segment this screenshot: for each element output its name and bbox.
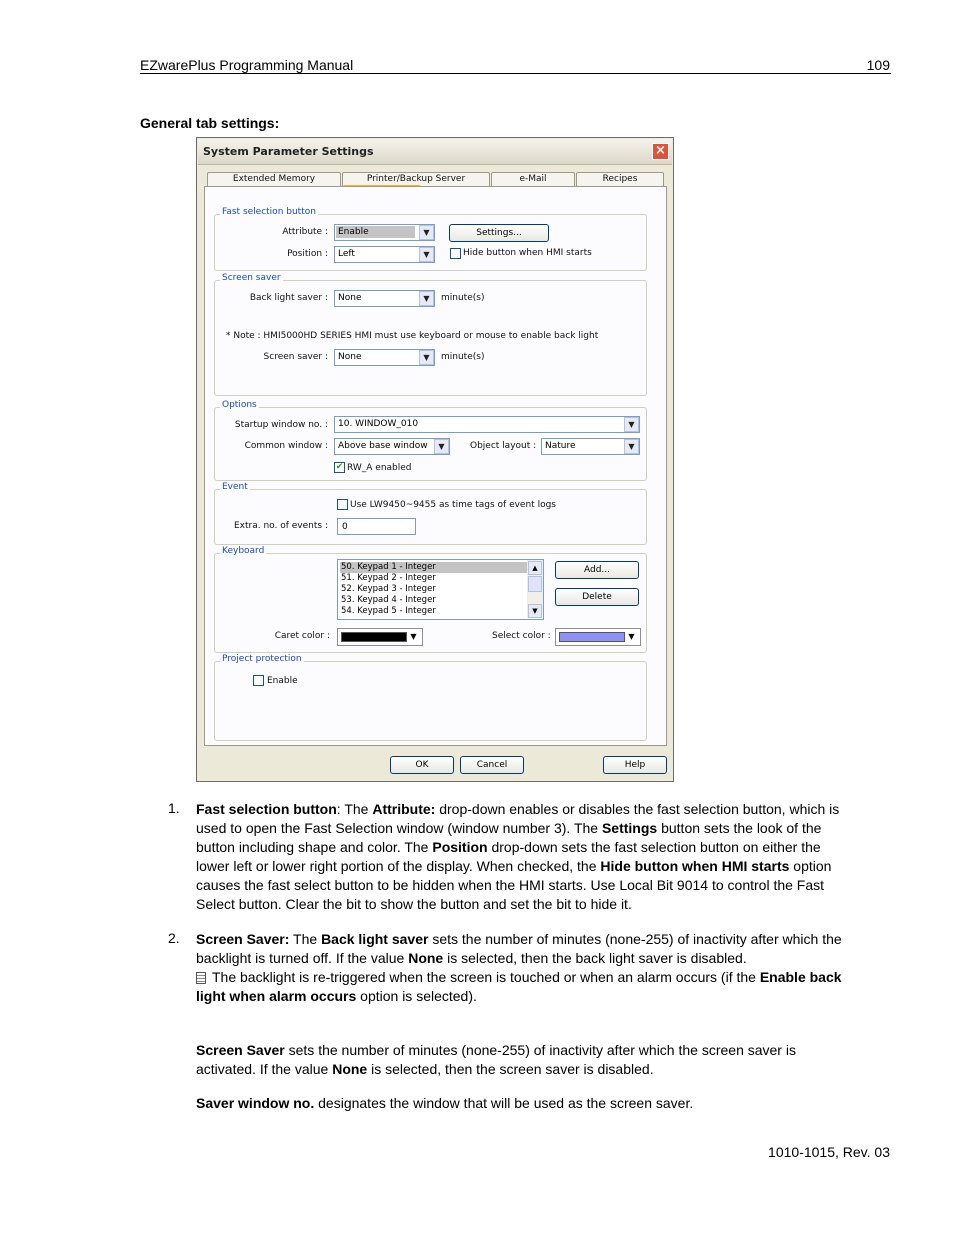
project-protection-label: Enable	[267, 676, 298, 686]
object-layout-dropdown[interactable]	[541, 438, 640, 455]
dialog-titlebar	[198, 139, 672, 165]
backlight-saver-label: Back light saver :	[249, 293, 328, 303]
chevron-down-icon: ▼	[419, 291, 434, 306]
rwa-label: RW_A enabled	[347, 463, 412, 473]
common-window-label: Common window :	[244, 441, 328, 451]
select-color-label: Select color :	[492, 631, 551, 641]
project-protection-checkbox[interactable]	[253, 675, 264, 686]
settings-button[interactable]: Settings...	[449, 224, 549, 242]
footer-doc-number: 1010-1015, Rev. 03	[768, 1144, 890, 1160]
help-button[interactable]: Help	[603, 756, 667, 774]
chevron-down-icon: ▼	[419, 247, 434, 262]
select-color-picker[interactable]	[555, 628, 641, 646]
select-color-swatch	[559, 632, 625, 642]
position-label: Position :	[287, 249, 328, 259]
chevron-down-icon: ▼	[628, 632, 635, 641]
startup-window-dropdown[interactable]	[334, 416, 640, 433]
dialog-title: System Parameter Settings	[203, 145, 374, 158]
item-number: 1.	[168, 800, 180, 816]
event-group	[214, 482, 647, 545]
note-icon	[196, 972, 206, 984]
screen-saver-dropdown[interactable]	[334, 349, 435, 366]
attribute-dropdown[interactable]	[334, 224, 435, 241]
chevron-down-icon: ▼	[624, 439, 639, 454]
startup-window-label: Startup window no. :	[234, 420, 328, 430]
list-item[interactable]: 53. Keypad 4 - Integer	[341, 595, 436, 605]
backlight-note: * Note : HMI5000HD SERIES HMI must use keyboard or mouse to enable back light	[226, 331, 599, 341]
list-item[interactable]: 51. Keypad 2 - Integer	[341, 573, 436, 583]
list-item[interactable]: 52. Keypad 3 - Integer	[341, 584, 436, 594]
list-item[interactable]: 54. Keypad 5 - Integer	[341, 606, 436, 616]
tab-recipes[interactable]: Recipes	[576, 172, 664, 186]
screen-saver-label: Screen saver :	[263, 352, 328, 362]
scroll-down-icon[interactable]: ▼	[528, 604, 542, 618]
manual-title: EZwarePlus Programming Manual	[140, 57, 354, 73]
system-parameter-dialog	[196, 137, 674, 782]
item-screen-saver-text: Screen Saver: The Back light saver sets the number of minutes (none-255) of inactivity after which the backlight is turned off. If the value None is selected, then the back light saver is disabled.	[196, 931, 842, 966]
caret-color-label: Caret color :	[274, 631, 330, 641]
common-window-dropdown[interactable]	[334, 438, 450, 455]
attribute-label: Attribute :	[282, 227, 328, 237]
rwa-checkbox[interactable]: ✔	[335, 462, 344, 472]
para-saver-window: Saver window no. designates the window that will be used as the screen saver.	[196, 1095, 694, 1111]
hide-button-checkbox[interactable]	[450, 248, 461, 259]
backlight-unit: minute(s)	[441, 293, 485, 303]
scroll-thumb[interactable]	[528, 576, 542, 592]
add-keypad-button[interactable]: Add...	[555, 561, 639, 579]
backlight-note-text: The backlight is re-triggered when the screen is touched or when an alarm occurs (if the Enable back light when alarm occurs option is selected).	[196, 969, 842, 1004]
close-icon[interactable]: ×	[652, 143, 669, 160]
item-number: 2.	[168, 930, 180, 946]
startup-window-value: 10. WINDOW_010	[338, 419, 419, 429]
project-protection-group	[214, 654, 647, 741]
attribute-value: Enable	[336, 226, 415, 238]
position-dropdown[interactable]	[334, 246, 435, 263]
screen-saver-legend: Screen saver	[222, 273, 281, 283]
keyboard-legend: Keyboard	[222, 546, 265, 556]
tab-email[interactable]: e-Mail	[491, 172, 575, 186]
backlight-saver-value: None	[338, 293, 362, 303]
chevron-down-icon: ▼	[419, 350, 434, 365]
page-number: 109	[866, 57, 890, 73]
caret-color-picker[interactable]	[337, 628, 423, 646]
section-title: General tab settings:	[140, 115, 280, 131]
extra-events-input[interactable]: 0	[337, 518, 416, 535]
chevron-down-icon: ▼	[434, 439, 449, 454]
project-protection-legend: Project protection	[222, 654, 302, 664]
scroll-up-icon[interactable]: ▲	[528, 561, 542, 575]
tab-extended-memory[interactable]: Extended Memory	[207, 172, 341, 186]
ok-button[interactable]: OK	[390, 756, 454, 774]
hide-button-label: Hide button when HMI starts	[463, 248, 592, 258]
lw-timetag-label: Use LW9450~9455 as time tags of event logs	[350, 500, 556, 510]
caret-color-swatch	[341, 632, 407, 642]
common-window-value: Above base window	[338, 441, 428, 451]
general-tab-panel	[204, 186, 667, 746]
chevron-down-icon: ▼	[419, 225, 434, 240]
object-layout-label: Object layout :	[470, 441, 537, 451]
object-layout-value: Nature	[545, 441, 576, 451]
list-item[interactable]: 50. Keypad 1 - Integer	[340, 562, 529, 573]
extra-events-label: Extra. no. of events :	[233, 521, 328, 531]
para-screen-saver: Screen Saver sets the number of minutes (none-255) of inactivity after which the screen saver is activated. If the value None is selected, then the screen saver is disabled.	[196, 1042, 796, 1077]
fast-selection-legend: Fast selection button	[222, 207, 316, 217]
cancel-button[interactable]: Cancel	[460, 756, 524, 774]
delete-keypad-button[interactable]: Delete	[555, 588, 639, 606]
item-fast-selection: Fast selection button: The Attribute: drop-down enables or disables the fast selection button, which is used to open the Fast Selection window (window number 3). The Settings button sets the look of the button including shape and color. The Position drop-down sets the fast selection button on either the lower left or lower right portion of the display. When checked, the Hide button when HMI starts option causes the fast select button to be hidden when the HMI starts. Use Local Bit 9014 to control the Fast Select button. Clear the bit to show the button and set the bit to hide it.	[196, 801, 840, 912]
position-value: Left	[338, 249, 355, 259]
tab-printer-backup-server[interactable]: Printer/Backup Server	[342, 172, 490, 186]
keyboard-list[interactable]	[337, 559, 544, 620]
chevron-down-icon: ▼	[624, 417, 639, 432]
screen-saver-value: None	[338, 352, 362, 362]
event-legend: Event	[222, 482, 248, 492]
screen-saver-unit: minute(s)	[441, 352, 485, 362]
item-screen-saver	[196, 930, 846, 1006]
chevron-down-icon: ▼	[410, 632, 417, 641]
list-scrollbar[interactable]	[527, 560, 543, 618]
header-rule	[140, 73, 891, 74]
lw-timetag-checkbox[interactable]	[337, 499, 348, 510]
backlight-saver-dropdown[interactable]	[334, 290, 435, 307]
options-legend: Options	[222, 400, 257, 410]
